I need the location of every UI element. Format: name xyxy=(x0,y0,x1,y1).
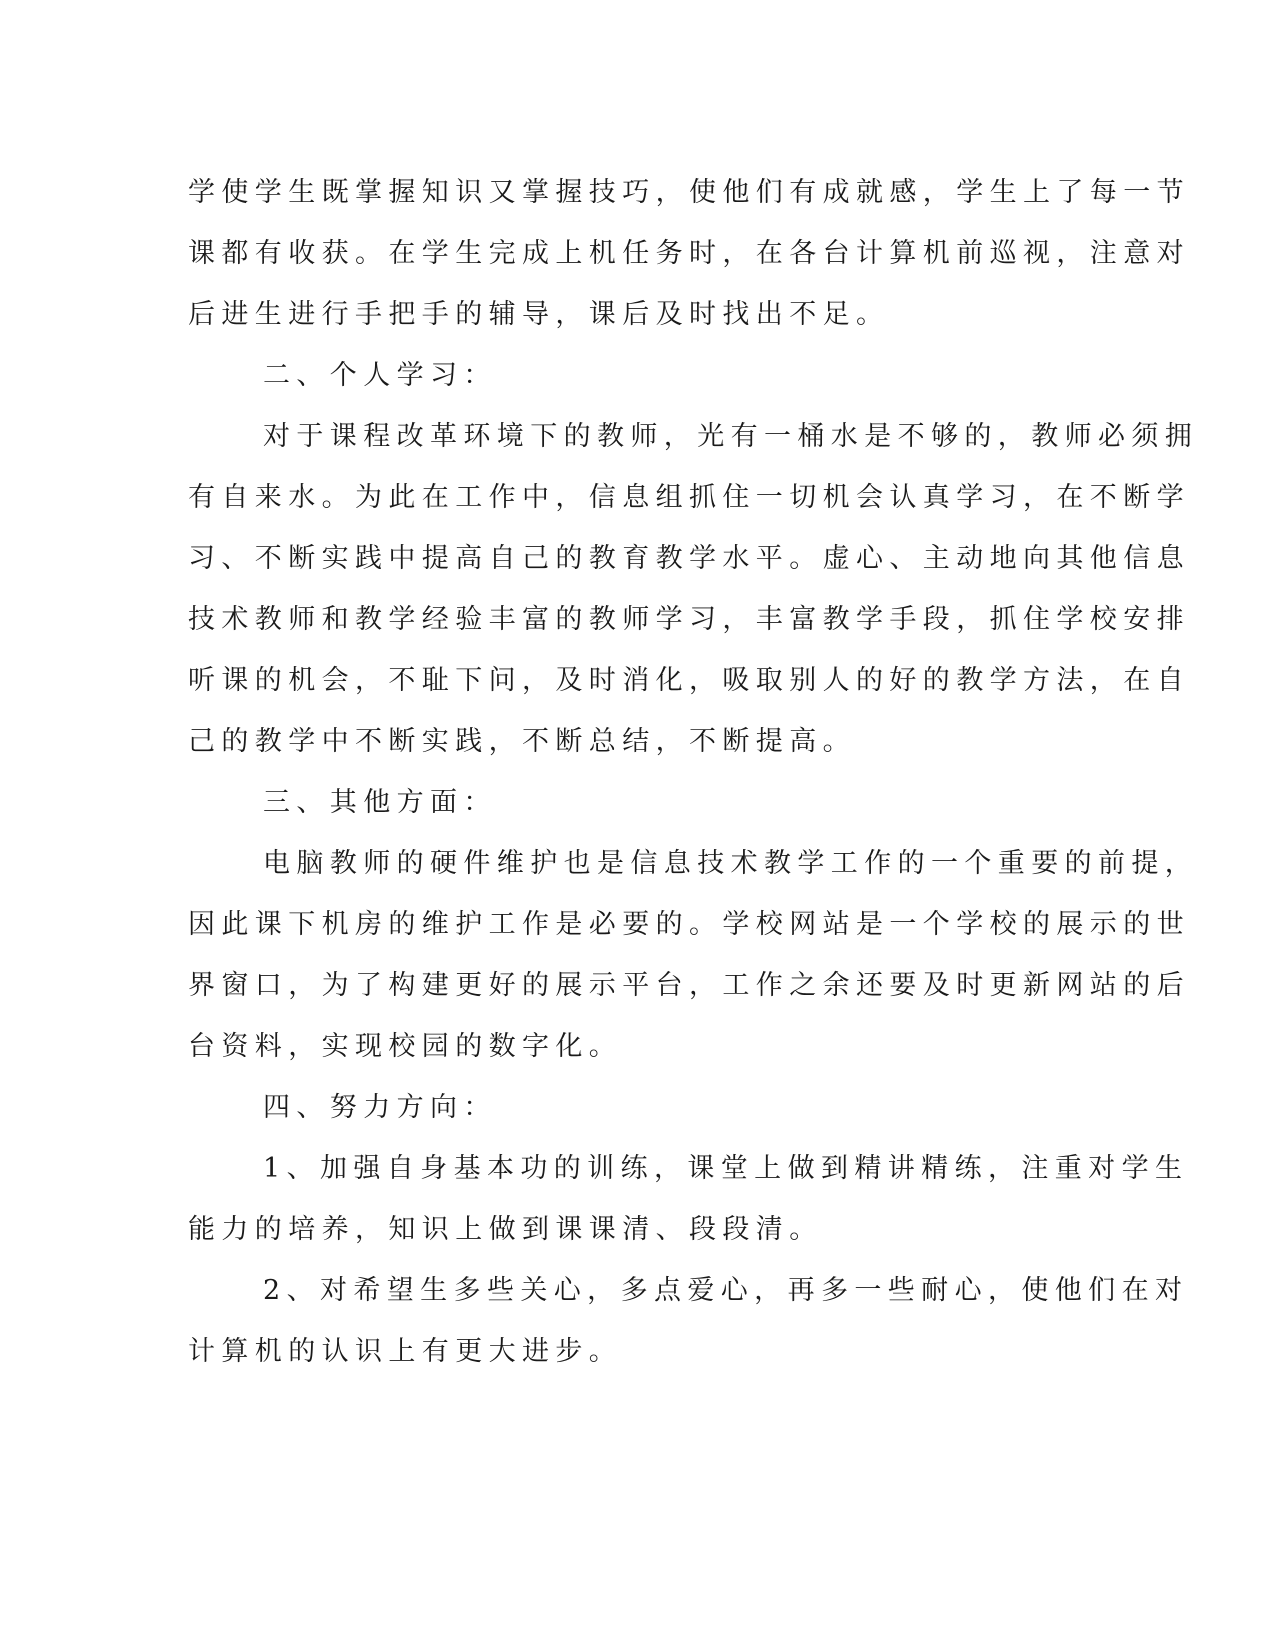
list-item-line: 计算机的认识上有更大进步。 xyxy=(188,1336,623,1367)
paragraph-line: 技术教师和教学经验丰富的教师学习，丰富教学手段，抓住学校安排 xyxy=(188,604,1190,635)
paragraph-line: 电脑教师的硬件维护也是信息技术教学工作的一个重要的前提， xyxy=(263,848,1199,879)
list-item-line: 2、对希望生多些关心，多点爱心，再多一些耐心，使他们在对 xyxy=(263,1275,1189,1306)
paragraph-line: 界窗口，为了构建更好的展示平台，工作之余还要及时更新网站的后 xyxy=(188,970,1190,1001)
paragraph-line: 对于课程改革环境下的教师，光有一桶水是不够的，教师必须拥 xyxy=(263,421,1199,452)
section-heading: 二、个人学习： xyxy=(263,360,497,391)
paragraph-line: 台资料，实现校园的数字化。 xyxy=(188,1031,623,1062)
paragraph-line: 课都有收获。在学生完成上机任务时，在各台计算机前巡视，注意对 xyxy=(188,238,1190,269)
paragraph-line: 有自来水。为此在工作中，信息组抓住一切机会认真学习，在不断学 xyxy=(188,482,1190,513)
paragraph-line: 学使学生既掌握知识又掌握技巧，使他们有成就感，学生上了每一节 xyxy=(188,177,1190,208)
list-item-line: 1、加强自身基本功的训练，课堂上做到精讲精练，注重对学生 xyxy=(263,1153,1189,1184)
section-heading: 四、努力方向： xyxy=(263,1092,497,1123)
paragraph-line: 习、不断实践中提高自己的教育教学水平。虚心、主动地向其他信息 xyxy=(188,543,1190,574)
document-body xyxy=(188,162,1199,1382)
paragraph-line: 后进生进行手把手的辅导，课后及时找出不足。 xyxy=(188,299,890,330)
paragraph-line: 因此课下机房的维护工作是必要的。学校网站是一个学校的展示的世 xyxy=(188,909,1190,940)
paragraph-line: 听课的机会，不耻下问，及时消化，吸取别人的好的教学方法，在自 xyxy=(188,665,1190,696)
section-heading: 三、其他方面： xyxy=(263,787,497,818)
list-item-line: 能力的培养，知识上做到课课清、段段清。 xyxy=(188,1214,823,1245)
paragraph-line: 己的教学中不断实践，不断总结，不断提高。 xyxy=(188,726,856,757)
